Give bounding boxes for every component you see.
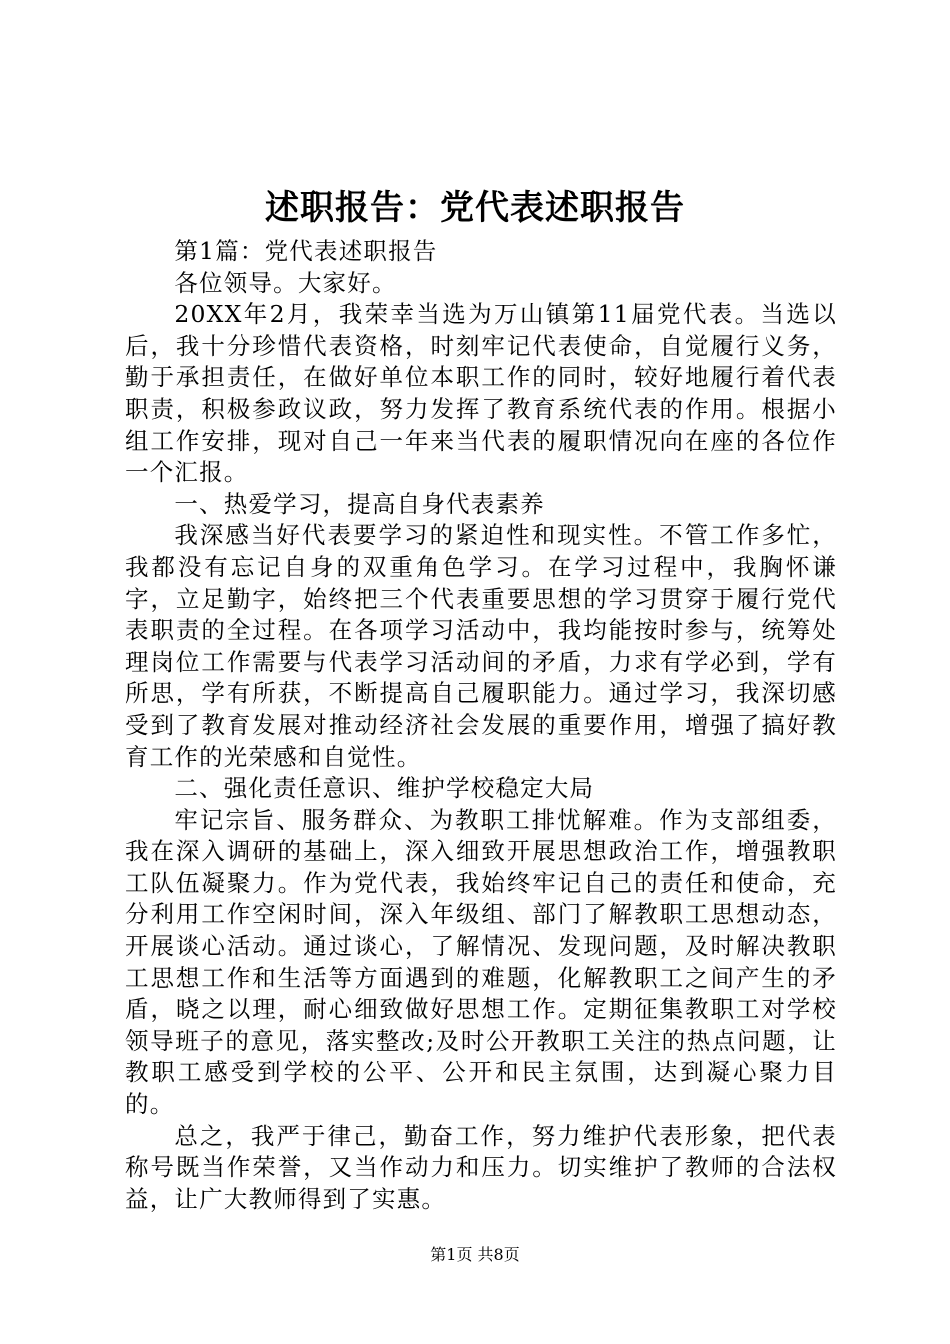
salutation-paragraph: 各位领导。大家好。 [174,268,397,297]
study-paragraph: 我深感当好代表要学习的紧迫性和现实性。不管工作多忙，我都没有忘记自身的双重角色学习。在学习过程中，我胸怀谦字，立足勤字，始终把三个代表重要思想的学习贯穿于履行党代表职责的全过程。在各项学习活动中，我均能按时参与，统筹处理岗位工作需要与代表学习活动间的矛盾，力求有学必到，学有所思，学有所获，不断提高自己履职能力。通过学习，我深切感受到了教育发展对推动经济社会发展的重要作用，增强了搞好教育工作的光荣感和自觉性。 [125,521,837,771]
document-title: 述职报告：党代表述职报告 [265,188,685,228]
summary-paragraph: 总之，我严于律己，勤奋工作，努力维护代表形象，把代表称号既当作荣誉，又当作动力和压力。切实维护了教师的合法权益，让广大教师得到了实惠。 [125,1121,837,1213]
page-footer: 第1页 共8页 [430,1245,520,1264]
document-body [125,236,837,1215]
section-heading: 第1篇：党代表述职报告 [174,237,438,265]
intro-paragraph: 20XX年2月，我荣幸当选为万山镇第11届党代表。当选以后，我十分珍惜代表资格，时刻牢记代表使命，自觉履行义务，勤于承担责任，在做好单位本职工作的同时，较好地履行着代表职责，积极参政议政，努力发挥了教育系统代表的作用。根据小组工作安排，现对自己一年来当代表的履职情况向在座的各位作一个汇报。 [125,300,837,487]
responsibility-paragraph: 牢记宗旨、服务群众、为教职工排忧解难。作为支部组委，我在深入调研的基础上，深入细致开展思想政治工作，增强教职工队伍凝聚力。作为党代表，我始终牢记自己的责任和使命，充分利用工作空闲时间，深入年级组、部门了解教职工思想动态，开展谈心活动。通过谈心，了解情况、发现问题，及时解决教职工思想工作和生活等方面遇到的难题，化解教职工之间产生的矛盾，晓之以理，耐心细致做好思想工作。定期征集教职工对学校领导班子的意见，落实整改;及时公开教职工关注的热点问题，让教职工感受到学校的公平、公开和民主氛围，达到凝心聚力目的。 [125,805,837,1119]
subheading-responsibility: 二、强化责任意识、维护学校稳定大局 [174,774,595,803]
subheading-study: 一、热爱学习，提高自身代表素养 [174,489,545,518]
